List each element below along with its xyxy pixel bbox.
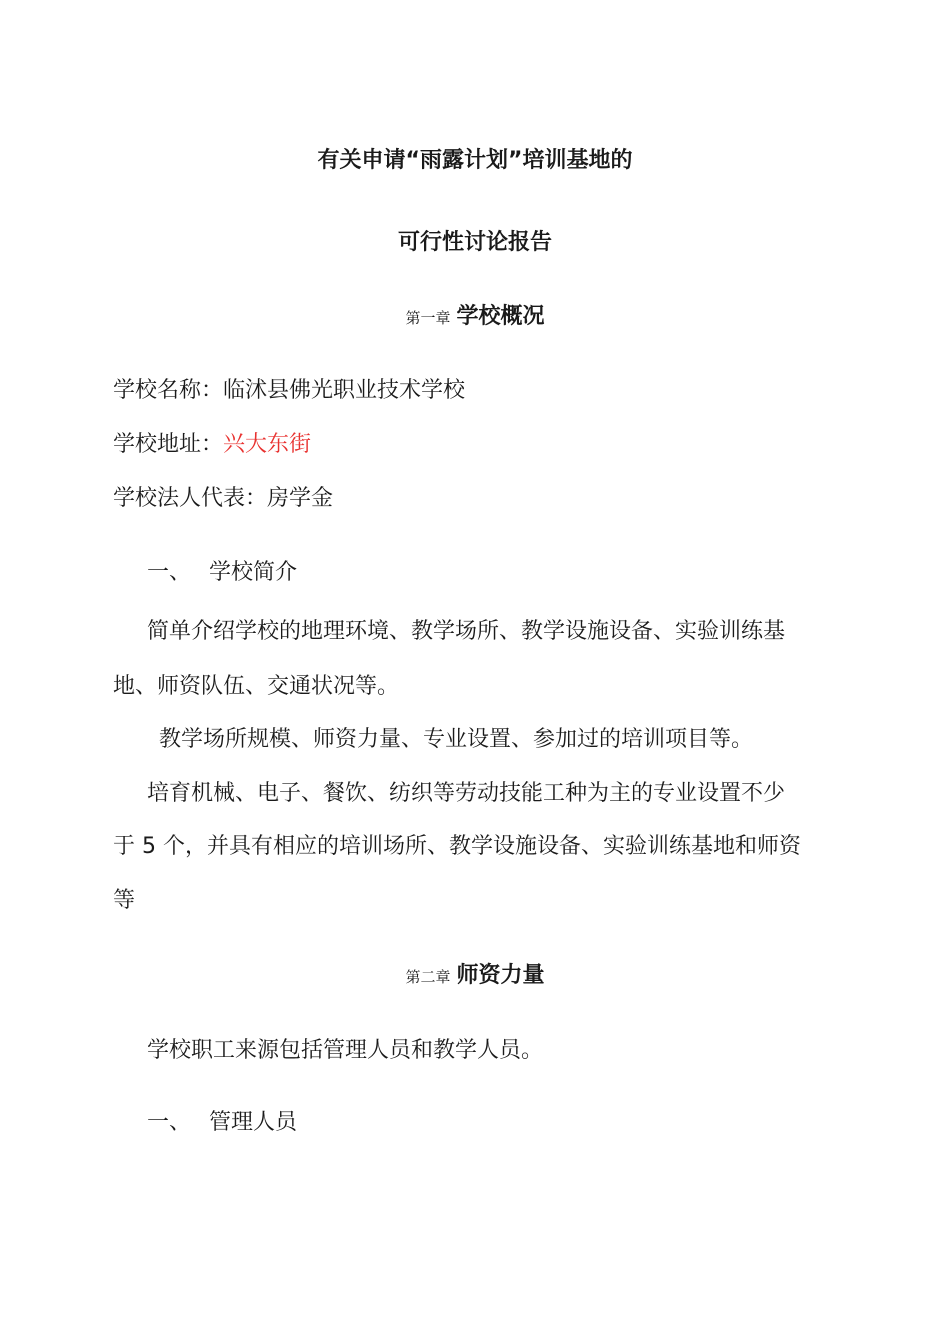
chapter-title: 学校概况 (456, 304, 545, 329)
chapter-number: 第一章 (405, 309, 451, 327)
document-title-line2: 可行性讨论报告 (397, 230, 552, 255)
chapter-title: 师资力量 (456, 963, 545, 988)
chapter-heading-1 (0, 299, 950, 330)
school-representative-label: 学校法人代表： (113, 486, 268, 511)
section-marker: 一、 (147, 560, 192, 585)
school-name-row (113, 373, 465, 404)
paragraph-line: 培育机械、电子、餐饮、纺织等劳动技能工种为主的专业设置不少 (147, 781, 786, 806)
school-address-label: 学校地址： (113, 432, 224, 457)
section-title: 管理人员 (209, 1110, 298, 1135)
school-name-value: 临沭县佛光职业技术学校 (223, 378, 466, 403)
paragraph-line: 于 5 个，并具有相应的培训场所、教学设施设备、实验训练基地和师资 (113, 834, 801, 859)
paragraph-line: 学校职工来源包括管理人员和教学人员。 (147, 1038, 544, 1063)
paragraph-line: 地、师资队伍、交通状况等。 (113, 674, 400, 699)
school-address-value: 兴大东街 (223, 432, 312, 457)
chapter-number: 第二章 (405, 968, 451, 986)
section-heading-1 (147, 555, 297, 586)
section-title: 学校简介 (209, 560, 298, 585)
paragraph-line: 等 (113, 888, 136, 913)
school-name-label: 学校名称： (113, 378, 224, 403)
section-heading-2 (147, 1105, 297, 1136)
document-title-line1: 有关申请“雨露计划”培训基地的 (317, 148, 633, 173)
school-address-row (113, 427, 311, 458)
school-representative-row (113, 481, 333, 512)
paragraph-line: 教学场所规模、师资力量、专业设置、参加过的培训项目等。 (159, 727, 754, 752)
section-marker: 一、 (147, 1110, 192, 1135)
chapter-heading-2 (0, 958, 950, 989)
school-representative-value: 房学金 (267, 486, 334, 511)
paragraph-line: 简单介绍学校的地理环境、教学场所、教学设施设备、实验训练基 (147, 619, 786, 644)
